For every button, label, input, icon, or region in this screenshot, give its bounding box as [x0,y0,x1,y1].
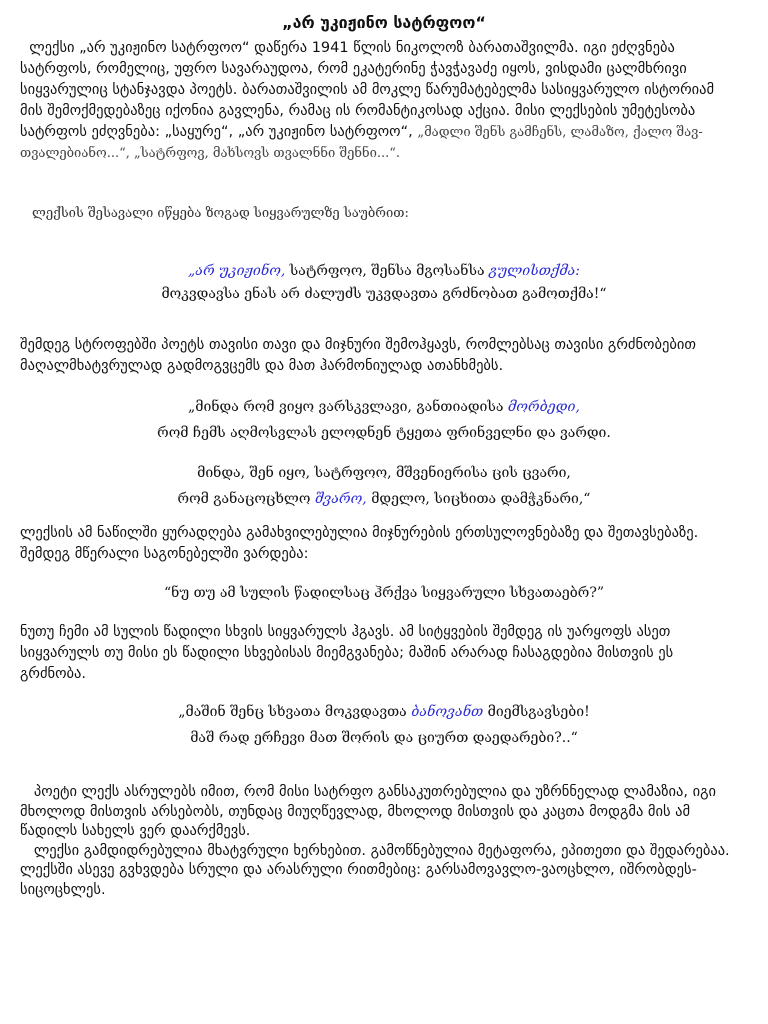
paragraph-4 [20,622,740,685]
quote-2-line-4 [0,486,768,512]
paragraph-2 [20,335,740,377]
paragraph-6-body: ლექსი გამდიდრებულია მხატვრული ხერხებით. გამოწნებულია მეტაფორა, ეპითეთი და შედარებაა. ლექსში ასევე გვხვდება სრული და არასრული რითმებიც: გარსამოვავლო-ვაოცხლო, იშრობდეს-სიცოცხლეს. [20,842,730,898]
paragraph-5-body: პოეტი ლექს ასრულებს იმით, რომ მისი სატრფო განსაკუთრებულია და უზრნნელად ლამაზია, იგი მხოლოდ მისთვის არსებობს, თუნდაც მიუღწევლად, მხოლოდ მისთვის და კაცთა მოდგმა მის ამ წადილს სახელს ვერ დაარქმევს. [20,784,717,839]
quote-4-line-2: მაშ რად ერჩევი მათ შორის და ციურთ დაედარები?..“ [190,730,578,746]
quote-2-line-1 [0,394,768,420]
paragraph-1-tail: „მადლი შენს გამჩენს, ლამაზო, ქალო შავ-თვალებიანო...“, „სატრფოვ, მახსოვს თვალნნი შენნი...“. [20,125,703,161]
paragraph-4-text: ნუთუ ჩემი ამ სულის წადილი სხვის სიყვარულს ჰგავს. ამ სიტყვების შემდეგ ის უარყოფს ასეთ სიყვარულს თუ მისი ეს წადილი სხვებისას მიემგვანება; მაშინ არარად ჩასაგდებია მისთვის ეს გრძნობა. [20,624,674,682]
quote-4 [0,699,768,751]
quote-2-line-2: რომ ჩემს აღმოსვლას ელოდნენ ტყეთა ფრინველნი და ვარდი. [157,425,611,441]
quote-2-text-a: „მინდა რომ ვიყო ვარსკვლავი, განთიადისა [188,399,508,415]
quote-1-line-2: მოკვდავსა ენას არ ძალუძს უკვდავთა გრძნობათ გამოთქმა!“ [161,286,607,302]
quote-2 [0,394,768,512]
quote-2-link[interactable]: მორბედი, [507,399,580,415]
paragraph-5-text [20,783,740,842]
quote-2-text-b: რომ განაცოცხლო [177,491,315,507]
quote-2-link-2[interactable]: შვარო, [314,491,367,507]
intro-line: ლექსის შესავალი იწყება ზოგად სიყვარულზე საუბრით: [32,206,409,221]
paragraph-1-text: ლექსი „არ უკიჟინო სატრფოო“ დაწერა 1941 წლის ნიკოლოზ ბარათაშვილმა. იგი ეძღვნება სატრფოს, რომელიც, უფრო სავარაუდოა, რომ ეკატერინე ჭავჭავაძე იყოს, ვისდამი ცალმხრივი სიყვარულიც სტანჯავდა პოეტს. ბარათაშვილის ამ მოკლე წარუმატებელმა სასიყვარულო ისტორიამ მის შემოქმედებაზეც იქონია გავლენა, რამაც ის რომანტიკოსად აქცია. მისი ლექსების უმეტესობა სატრფოს ეძღვნება: „საყურე“, „არ უკიჟინო სატრფოო“, [20,40,715,140]
paragraph-intro [20,38,740,164]
page-title: „არ უკიჟინო სატრფოო“ [282,13,486,32]
paragraph-3 [20,523,740,565]
paragraph-6-text [20,842,740,901]
paragraph-2-text: შემდეგ სტროფებში პოეტს თავისი თავი და მიჯნური შემოჰყავს, რომლებსაც თავისი გრძნობებით მაღალმხატვრულად გადმოგვცემს და მათ ჰარმონიულად ათანხმებს. [20,337,696,374]
quote-4-line-1 [0,699,768,725]
paragraph-3-text: ლექსის ამ ნაწილში ყურადღება გამახვილებულია მიჯნურების ერთსულოვნებაზე და შეთავსებაზე. შემდეგ მწერალი საგონებელში ვარდება: [20,525,699,562]
quote-1-line-1 [0,258,768,284]
quote-1-text: სატრფოო, შენსა მგოსანსა [289,263,489,279]
quote-2-text-c: მდელო, სიცხითა დამჭკნარი,“ [366,491,591,507]
quote-4-link[interactable]: ბანოვანთ [411,704,484,720]
quote-1-link-c[interactable]: გულისთქმა: [488,263,580,279]
quote-1 [0,258,768,304]
paragraph-1 [20,38,740,164]
quote-4-text-b: მიემსგავსები! [483,704,590,720]
quote-3 [0,580,768,606]
quote-4-text-a: „მაშინ შენც სხვათა მოკვდავთა [178,704,412,720]
paragraph-5 [20,783,740,900]
quote-2-line-3: მინდა, შენ იყო, სატრფოო, მშვენიერისა ცის ცვარი, [197,465,571,481]
quote-1-link-a[interactable]: „არ უკიჟინო, [187,263,290,279]
quote-3-line: “ნუ თუ ამ სულის წადილსაც ჰრქვა სიყვარული სხვათაებრ?” [164,585,604,601]
